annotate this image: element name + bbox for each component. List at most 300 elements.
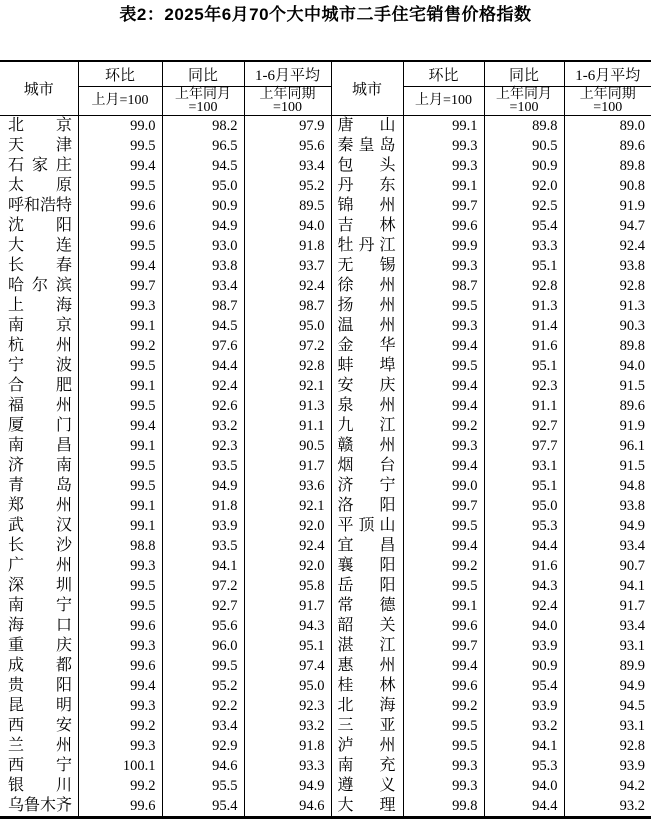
header-mom-base-right: 上月=100	[403, 87, 484, 116]
city-cell-right	[331, 236, 403, 256]
city-name: 兰州	[8, 736, 72, 755]
city-name: 金华	[338, 336, 396, 355]
header-city-right: 城市	[331, 61, 403, 116]
city-cell-right	[331, 176, 403, 196]
mom-value-left: 99.5	[78, 136, 162, 156]
avg-value-left: 93.6	[244, 476, 331, 496]
table-row	[0, 496, 651, 516]
mom-value-right: 99.3	[403, 756, 484, 776]
avg-value-left: 91.1	[244, 416, 331, 436]
yoy-value-right: 97.7	[484, 436, 564, 456]
yoy-value-right: 92.0	[484, 176, 564, 196]
yoy-value-left: 95.4	[162, 796, 244, 818]
avg-value-left: 93.7	[244, 256, 331, 276]
city-name: 海口	[8, 616, 72, 635]
mom-value-right: 99.5	[403, 356, 484, 376]
city-cell-left	[0, 396, 78, 416]
city-name: 泉州	[338, 396, 396, 415]
city-name: 成都	[8, 656, 72, 675]
city-name: 重庆	[8, 636, 72, 655]
city-name: 遵义	[338, 776, 396, 795]
mom-value-left: 99.0	[78, 116, 162, 137]
mom-value-right: 99.8	[403, 796, 484, 818]
mom-value-left: 99.1	[78, 496, 162, 516]
city-name: 呼和浩特	[8, 196, 72, 215]
yoy-value-right: 90.9	[484, 156, 564, 176]
yoy-value-right: 94.4	[484, 796, 564, 818]
yoy-value-left: 95.0	[162, 176, 244, 196]
table-row	[0, 776, 651, 796]
city-cell-left	[0, 716, 78, 736]
table-row	[0, 236, 651, 256]
yoy-value-right: 93.9	[484, 636, 564, 656]
avg-value-right: 94.0	[564, 356, 651, 376]
avg-value-left: 94.6	[244, 796, 331, 818]
city-cell-right	[331, 656, 403, 676]
mom-value-right: 99.4	[403, 456, 484, 476]
city-cell-right	[331, 416, 403, 436]
city-cell-right	[331, 456, 403, 476]
city-cell-left	[0, 216, 78, 236]
yoy-value-left: 97.6	[162, 336, 244, 356]
city-name: 长春	[8, 256, 72, 275]
avg-value-left: 94.3	[244, 616, 331, 636]
table-row	[0, 676, 651, 696]
city-name: 无锡	[338, 256, 396, 275]
city-name: 长沙	[8, 536, 72, 555]
yoy-value-right: 93.1	[484, 456, 564, 476]
city-name: 南京	[8, 316, 72, 335]
city-cell-right	[331, 356, 403, 376]
avg-value-right: 94.9	[564, 516, 651, 536]
yoy-value-left: 92.9	[162, 736, 244, 756]
table-row	[0, 316, 651, 336]
avg-value-right: 91.9	[564, 196, 651, 216]
mom-value-right: 99.1	[403, 596, 484, 616]
city-name: 泸州	[338, 736, 396, 755]
city-name: 郑州	[8, 496, 72, 515]
yoy-value-right: 95.1	[484, 256, 564, 276]
yoy-value-left: 92.7	[162, 596, 244, 616]
city-name: 宁波	[8, 356, 72, 375]
mom-value-right: 99.2	[403, 416, 484, 436]
city-name: 昆明	[8, 696, 72, 715]
mom-value-right: 99.0	[403, 476, 484, 496]
city-name: 桂林	[338, 676, 396, 695]
yoy-value-right: 92.3	[484, 376, 564, 396]
yoy-value-left: 93.5	[162, 536, 244, 556]
avg-value-right: 93.4	[564, 616, 651, 636]
mom-value-right: 99.3	[403, 156, 484, 176]
mom-value-right: 99.6	[403, 216, 484, 236]
avg-value-right: 93.4	[564, 536, 651, 556]
city-cell-left	[0, 456, 78, 476]
city-name: 烟台	[338, 456, 396, 475]
city-cell-right	[331, 496, 403, 516]
city-cell-right	[331, 716, 403, 736]
city-cell-right	[331, 376, 403, 396]
mom-value-right: 99.7	[403, 496, 484, 516]
avg-value-right: 90.7	[564, 556, 651, 576]
city-name: 天津	[8, 136, 72, 155]
table-row	[0, 296, 651, 316]
yoy-value-right: 91.1	[484, 396, 564, 416]
table-header	[0, 61, 651, 116]
city-name: 上海	[8, 296, 72, 315]
city-cell-left	[0, 336, 78, 356]
yoy-value-left: 94.9	[162, 476, 244, 496]
table-row	[0, 136, 651, 156]
city-name: 厦门	[8, 416, 72, 435]
table-row	[0, 156, 651, 176]
avg-value-left: 90.5	[244, 436, 331, 456]
yoy-value-left: 93.4	[162, 276, 244, 296]
avg-value-left: 92.1	[244, 496, 331, 516]
city-name: 安庆	[338, 376, 396, 395]
yoy-value-left: 92.4	[162, 376, 244, 396]
avg-value-left: 91.3	[244, 396, 331, 416]
mom-value-right: 99.5	[403, 516, 484, 536]
mom-value-left: 99.6	[78, 656, 162, 676]
city-name: 宜昌	[338, 536, 396, 555]
avg-value-right: 90.8	[564, 176, 651, 196]
mom-value-right: 99.6	[403, 676, 484, 696]
city-name: 南充	[338, 756, 396, 775]
city-name: 南昌	[8, 436, 72, 455]
yoy-value-left: 95.5	[162, 776, 244, 796]
table-row	[0, 276, 651, 296]
mom-value-right: 99.5	[403, 716, 484, 736]
city-cell-left	[0, 256, 78, 276]
table-row	[0, 636, 651, 656]
yoy-value-right: 92.8	[484, 276, 564, 296]
header-avg-right: 1-6月平均	[564, 61, 651, 87]
city-cell-left	[0, 576, 78, 596]
yoy-value-left: 93.2	[162, 416, 244, 436]
mom-value-right: 99.1	[403, 116, 484, 137]
table-row	[0, 656, 651, 676]
city-cell-right	[331, 256, 403, 276]
avg-value-left: 92.0	[244, 556, 331, 576]
yoy-value-right: 89.8	[484, 116, 564, 137]
avg-value-right: 89.6	[564, 136, 651, 156]
avg-value-right: 89.9	[564, 656, 651, 676]
mom-value-left: 99.2	[78, 336, 162, 356]
avg-base-line1: 上年同期	[245, 88, 331, 101]
city-name: 哈尔滨	[8, 276, 72, 295]
city-cell-right	[331, 336, 403, 356]
city-name: 西宁	[8, 756, 72, 775]
mom-value-left: 99.5	[78, 596, 162, 616]
yoy-value-right: 94.1	[484, 736, 564, 756]
city-name: 牡丹江	[338, 236, 396, 255]
city-cell-right	[331, 596, 403, 616]
city-name: 贵阳	[8, 676, 72, 695]
header-avg-base-left	[244, 87, 331, 116]
avg-value-right: 96.1	[564, 436, 651, 456]
avg-value-right: 93.8	[564, 496, 651, 516]
yoy-value-left: 93.5	[162, 456, 244, 476]
header-yoy-base-left	[162, 87, 244, 116]
avg-value-left: 92.0	[244, 516, 331, 536]
yoy-value-left: 94.9	[162, 216, 244, 236]
city-cell-right	[331, 676, 403, 696]
city-cell-left	[0, 776, 78, 796]
city-cell-left	[0, 756, 78, 776]
city-name: 吉林	[338, 216, 396, 235]
yoy-base-line1: 上年同月	[485, 88, 564, 101]
city-name: 北京	[8, 116, 72, 135]
avg-value-left: 93.2	[244, 716, 331, 736]
mom-value-left: 99.4	[78, 676, 162, 696]
table-row	[0, 616, 651, 636]
city-name: 蚌埠	[338, 356, 396, 375]
city-name: 西安	[8, 716, 72, 735]
avg-value-left: 92.3	[244, 696, 331, 716]
avg-value-left: 97.4	[244, 656, 331, 676]
city-name: 惠州	[338, 656, 396, 675]
city-cell-right	[331, 516, 403, 536]
city-cell-left	[0, 616, 78, 636]
avg-value-left: 93.4	[244, 156, 331, 176]
city-cell-right	[331, 316, 403, 336]
table-row	[0, 516, 651, 536]
yoy-value-left: 95.6	[162, 616, 244, 636]
city-name: 广州	[8, 556, 72, 575]
city-cell-left	[0, 496, 78, 516]
yoy-value-right: 91.3	[484, 296, 564, 316]
city-cell-left	[0, 116, 78, 137]
table-row	[0, 696, 651, 716]
city-name: 大连	[8, 236, 72, 255]
avg-value-right: 91.5	[564, 376, 651, 396]
city-cell-left	[0, 516, 78, 536]
avg-value-right: 91.3	[564, 296, 651, 316]
yoy-value-left: 98.2	[162, 116, 244, 137]
avg-value-right: 92.8	[564, 736, 651, 756]
avg-value-left: 92.8	[244, 356, 331, 376]
city-cell-right	[331, 616, 403, 636]
city-cell-left	[0, 696, 78, 716]
yoy-value-left: 94.4	[162, 356, 244, 376]
city-cell-left	[0, 136, 78, 156]
city-cell-left	[0, 676, 78, 696]
city-cell-left	[0, 316, 78, 336]
avg-value-right: 89.8	[564, 156, 651, 176]
city-name: 乌鲁木齐	[8, 796, 72, 815]
avg-value-right: 92.8	[564, 276, 651, 296]
city-cell-right	[331, 696, 403, 716]
avg-value-left: 92.4	[244, 536, 331, 556]
avg-value-left: 95.0	[244, 316, 331, 336]
city-name: 三亚	[338, 716, 396, 735]
yoy-value-right: 95.1	[484, 356, 564, 376]
city-name: 南宁	[8, 596, 72, 615]
mom-value-right: 99.3	[403, 436, 484, 456]
yoy-value-right: 90.5	[484, 136, 564, 156]
avg-value-right: 93.8	[564, 256, 651, 276]
yoy-value-right: 95.4	[484, 676, 564, 696]
avg-value-left: 94.0	[244, 216, 331, 236]
avg-value-right: 89.6	[564, 396, 651, 416]
city-cell-right	[331, 556, 403, 576]
table-row	[0, 596, 651, 616]
mom-value-right: 99.5	[403, 736, 484, 756]
city-name: 北海	[338, 696, 396, 715]
avg-value-right: 91.7	[564, 596, 651, 616]
mom-value-left: 99.5	[78, 396, 162, 416]
yoy-value-right: 93.3	[484, 236, 564, 256]
city-name: 秦皇岛	[338, 136, 396, 155]
yoy-value-right: 92.7	[484, 416, 564, 436]
city-name: 青岛	[8, 476, 72, 495]
mom-value-right: 99.6	[403, 616, 484, 636]
avg-value-left: 91.7	[244, 596, 331, 616]
city-cell-right	[331, 296, 403, 316]
city-name: 扬州	[338, 296, 396, 315]
city-cell-right	[331, 636, 403, 656]
city-cell-left	[0, 236, 78, 256]
mom-value-left: 99.1	[78, 376, 162, 396]
mom-value-left: 99.3	[78, 296, 162, 316]
city-name: 常德	[338, 596, 396, 615]
mom-value-right: 99.7	[403, 196, 484, 216]
avg-value-right: 94.9	[564, 676, 651, 696]
city-cell-right	[331, 736, 403, 756]
table-body	[0, 116, 651, 818]
avg-value-left: 91.8	[244, 736, 331, 756]
city-cell-right	[331, 476, 403, 496]
mom-value-right: 99.3	[403, 136, 484, 156]
avg-value-right: 92.4	[564, 236, 651, 256]
mom-value-left: 99.5	[78, 236, 162, 256]
mom-value-left: 99.4	[78, 256, 162, 276]
table-row	[0, 576, 651, 596]
avg-value-right: 94.5	[564, 696, 651, 716]
table-row	[0, 216, 651, 236]
table-row	[0, 196, 651, 216]
mom-value-right: 99.2	[403, 696, 484, 716]
city-name: 温州	[338, 316, 396, 335]
yoy-value-left: 91.8	[162, 496, 244, 516]
avg-value-left: 97.9	[244, 116, 331, 137]
table-row	[0, 256, 651, 276]
city-name: 岳阳	[338, 576, 396, 595]
avg-value-right: 89.8	[564, 336, 651, 356]
yoy-value-right: 94.4	[484, 536, 564, 556]
avg-value-right: 94.7	[564, 216, 651, 236]
city-cell-right	[331, 216, 403, 236]
mom-value-left: 99.3	[78, 736, 162, 756]
avg-value-left: 91.8	[244, 236, 331, 256]
city-name: 平顶山	[338, 516, 396, 535]
table-row	[0, 796, 651, 818]
city-name: 济南	[8, 456, 72, 475]
mom-value-left: 99.4	[78, 416, 162, 436]
mom-value-left: 99.1	[78, 516, 162, 536]
avg-value-right: 93.2	[564, 796, 651, 818]
mom-value-left: 99.6	[78, 616, 162, 636]
city-name: 徐州	[338, 276, 396, 295]
mom-value-left: 100.1	[78, 756, 162, 776]
city-cell-left	[0, 276, 78, 296]
header-mom-right: 环比	[403, 61, 484, 87]
table-row	[0, 716, 651, 736]
avg-value-left: 93.3	[244, 756, 331, 776]
city-name: 合肥	[8, 376, 72, 395]
city-cell-right	[331, 396, 403, 416]
mom-value-left: 99.5	[78, 476, 162, 496]
yoy-value-left: 95.2	[162, 676, 244, 696]
mom-value-right: 99.4	[403, 656, 484, 676]
city-name: 丹东	[338, 176, 396, 195]
city-name: 大理	[338, 796, 396, 815]
city-cell-left	[0, 156, 78, 176]
header-avg-base-right	[564, 87, 651, 116]
header-yoy-base-right	[484, 87, 564, 116]
yoy-value-right: 92.5	[484, 196, 564, 216]
yoy-value-right: 95.4	[484, 216, 564, 236]
yoy-base-line2: =100	[485, 101, 564, 114]
city-cell-left	[0, 476, 78, 496]
table-row	[0, 416, 651, 436]
city-cell-left	[0, 296, 78, 316]
yoy-value-left: 97.2	[162, 576, 244, 596]
city-cell-right	[331, 796, 403, 818]
avg-value-left: 89.5	[244, 196, 331, 216]
mom-value-right: 99.2	[403, 556, 484, 576]
price-index-table	[0, 60, 651, 819]
city-name: 九江	[338, 416, 396, 435]
city-name: 太原	[8, 176, 72, 195]
mom-value-right: 98.7	[403, 276, 484, 296]
city-cell-right	[331, 196, 403, 216]
yoy-value-left: 92.6	[162, 396, 244, 416]
avg-value-right: 93.1	[564, 716, 651, 736]
city-cell-right	[331, 156, 403, 176]
mom-value-right: 99.4	[403, 336, 484, 356]
city-name: 石家庄	[8, 156, 72, 175]
yoy-value-left: 94.5	[162, 156, 244, 176]
mom-value-left: 99.1	[78, 316, 162, 336]
city-name: 武汉	[8, 516, 72, 535]
mom-value-left: 99.3	[78, 556, 162, 576]
avg-value-left: 91.7	[244, 456, 331, 476]
avg-value-right: 91.9	[564, 416, 651, 436]
city-cell-right	[331, 116, 403, 137]
avg-value-right: 93.1	[564, 636, 651, 656]
avg-value-left: 98.7	[244, 296, 331, 316]
avg-value-left: 95.1	[244, 636, 331, 656]
yoy-base-line2: =100	[163, 101, 244, 114]
table-row	[0, 356, 651, 376]
mom-value-right: 99.3	[403, 776, 484, 796]
mom-value-left: 99.3	[78, 696, 162, 716]
city-name: 襄阳	[338, 556, 396, 575]
mom-value-left: 99.5	[78, 576, 162, 596]
city-name: 济宁	[338, 476, 396, 495]
city-cell-left	[0, 196, 78, 216]
mom-value-right: 99.5	[403, 296, 484, 316]
yoy-value-left: 93.9	[162, 516, 244, 536]
avg-value-right: 93.9	[564, 756, 651, 776]
city-name: 包头	[338, 156, 396, 175]
header-row-top	[0, 61, 651, 87]
table-row	[0, 436, 651, 456]
table-row	[0, 756, 651, 776]
avg-value-right: 94.8	[564, 476, 651, 496]
avg-value-left: 94.9	[244, 776, 331, 796]
